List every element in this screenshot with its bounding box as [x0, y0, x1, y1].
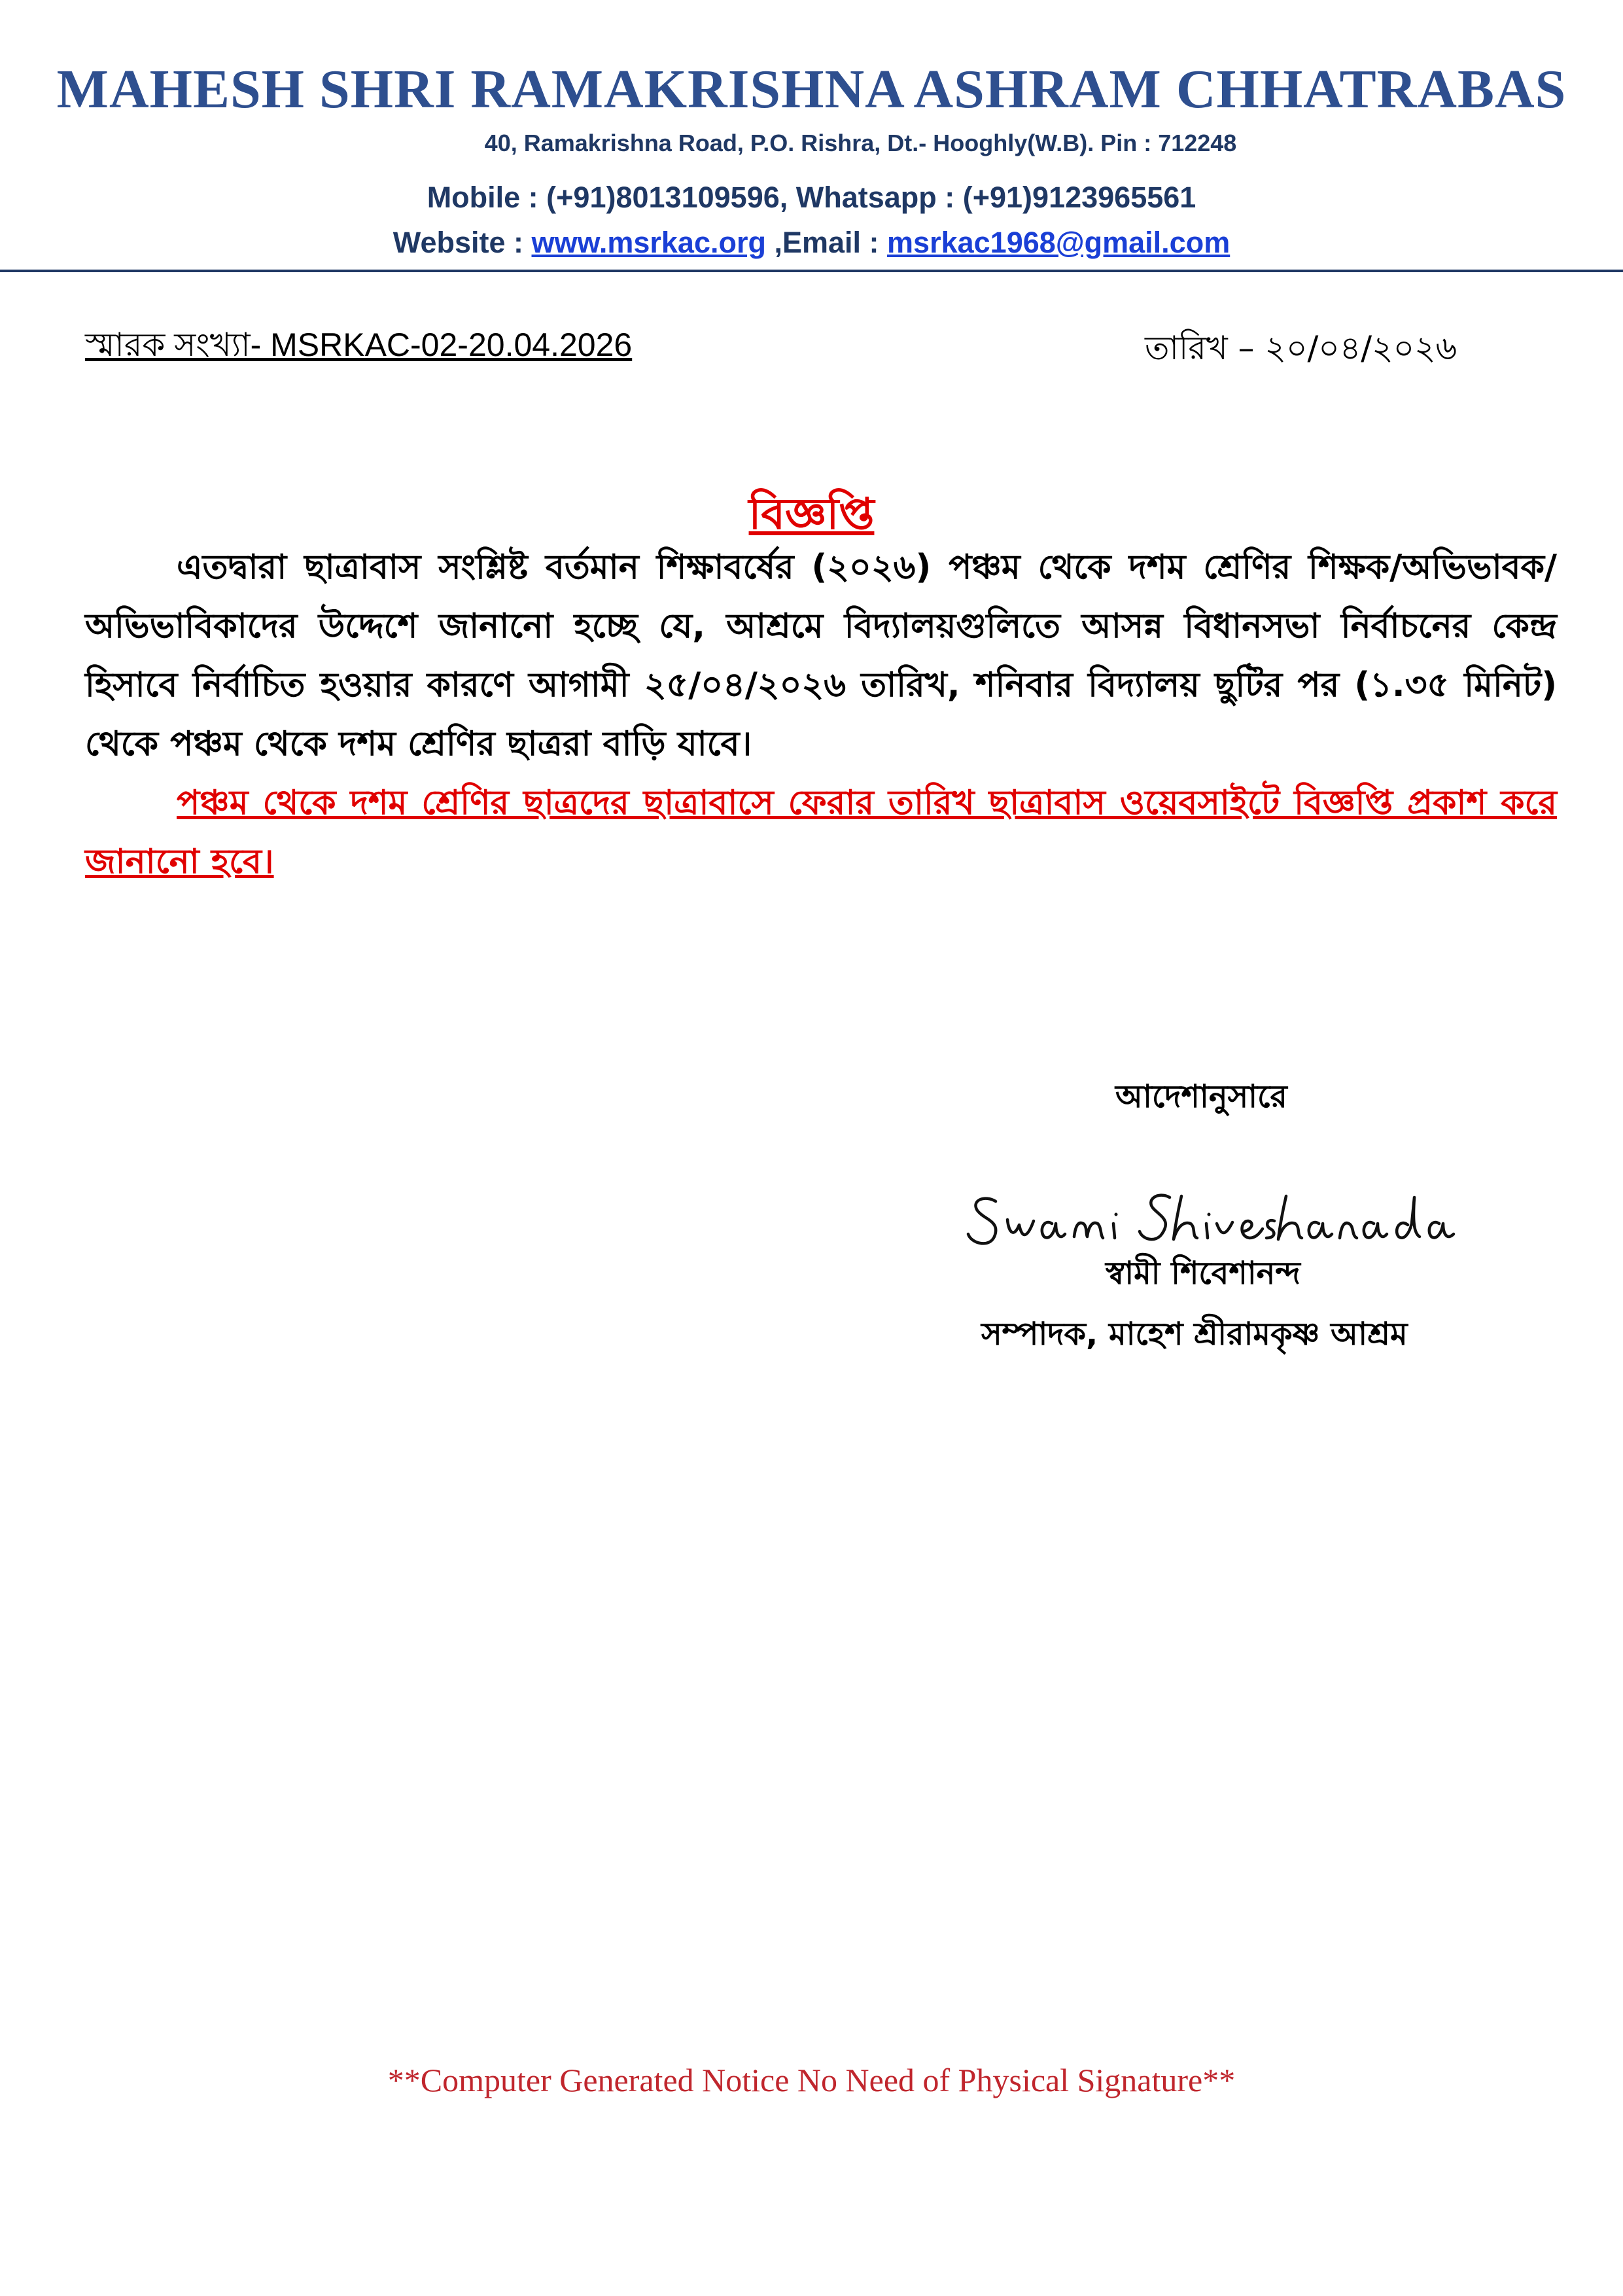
website-label: Website :	[393, 226, 532, 259]
notice-highlight-paragraph: পঞ্চম থেকে দশম শ্রেণির ছাত্রদের ছাত্রাবাসে ফেরার তারিখ ছাত্রাবাস ওয়েবসাইটে বিজ্ঞপ্তি প্রকাশ করে জানানো হবে।	[85, 783, 1557, 881]
memo-date: তারিখ – ২০/০৪/২০২৬	[1145, 329, 1457, 367]
by-order-text: আদেশানুসারে	[1115, 1078, 1287, 1115]
website-link[interactable]: www.msrkac.org	[531, 226, 766, 259]
signatory-designation: সম্পাদক, মাহেশ শ্রীরামকৃষ্ণ আশ্রম	[981, 1316, 1408, 1352]
notice-body	[85, 538, 1557, 891]
org-contact: Mobile : (+91)8013109596, Whatsapp : (+91)9123965561	[427, 181, 1196, 214]
org-web-email	[0, 226, 1623, 260]
memo-number: স্মারক সংখ্যা- MSRKAC-02-20.04.2026	[85, 327, 633, 363]
org-address: 40, Ramakrishna Road, P.O. Rishra, Dt.- Hooghly(W.B). Pin : 712248	[484, 130, 1237, 156]
signatory-name: স্বামী শিবেশানন্দ	[1106, 1255, 1300, 1292]
footer-note: **Computer Generated Notice No Need of Physical Signature**	[387, 2062, 1236, 2098]
email-link[interactable]: msrkac1968@gmail.com	[887, 226, 1230, 259]
email-label: ,Email :	[765, 226, 888, 259]
handwritten-signature	[962, 1178, 1465, 1256]
header-divider	[0, 270, 1623, 272]
org-title: MAHESH SHRI RAMAKRISHNA ASHRAM CHHATRABAS	[56, 59, 1567, 120]
notice-heading: বিজ্ঞপ্তি	[748, 489, 875, 539]
notice-paragraph: এতদ্বারা ছাত্রাবাস সংশ্লিষ্ট বর্তমান শিক্ষাবর্ষের (২০২৬) পঞ্চম থেকে দশম শ্রেণির শিক্ষক/অভিভাবক/অভিভাবিকাদের উদ্দেশে জানানো হচ্ছে যে, আশ্রমে বিদ্যালয়গুলিতে আসন্ন বিধানসভা নির্বাচনের কেন্দ্র হিসাবে নির্বাচিত হওয়ার কারণে আগামী ২৫/০৪/২০২৬ তারিখ, শনিবার বিদ্যালয় ছুটির পর (১.৩৫ মিনিট) থেকে পঞ্চম থেকে দশম শ্রেণির ছাত্ররা বাড়ি যাবে।	[85, 548, 1557, 764]
